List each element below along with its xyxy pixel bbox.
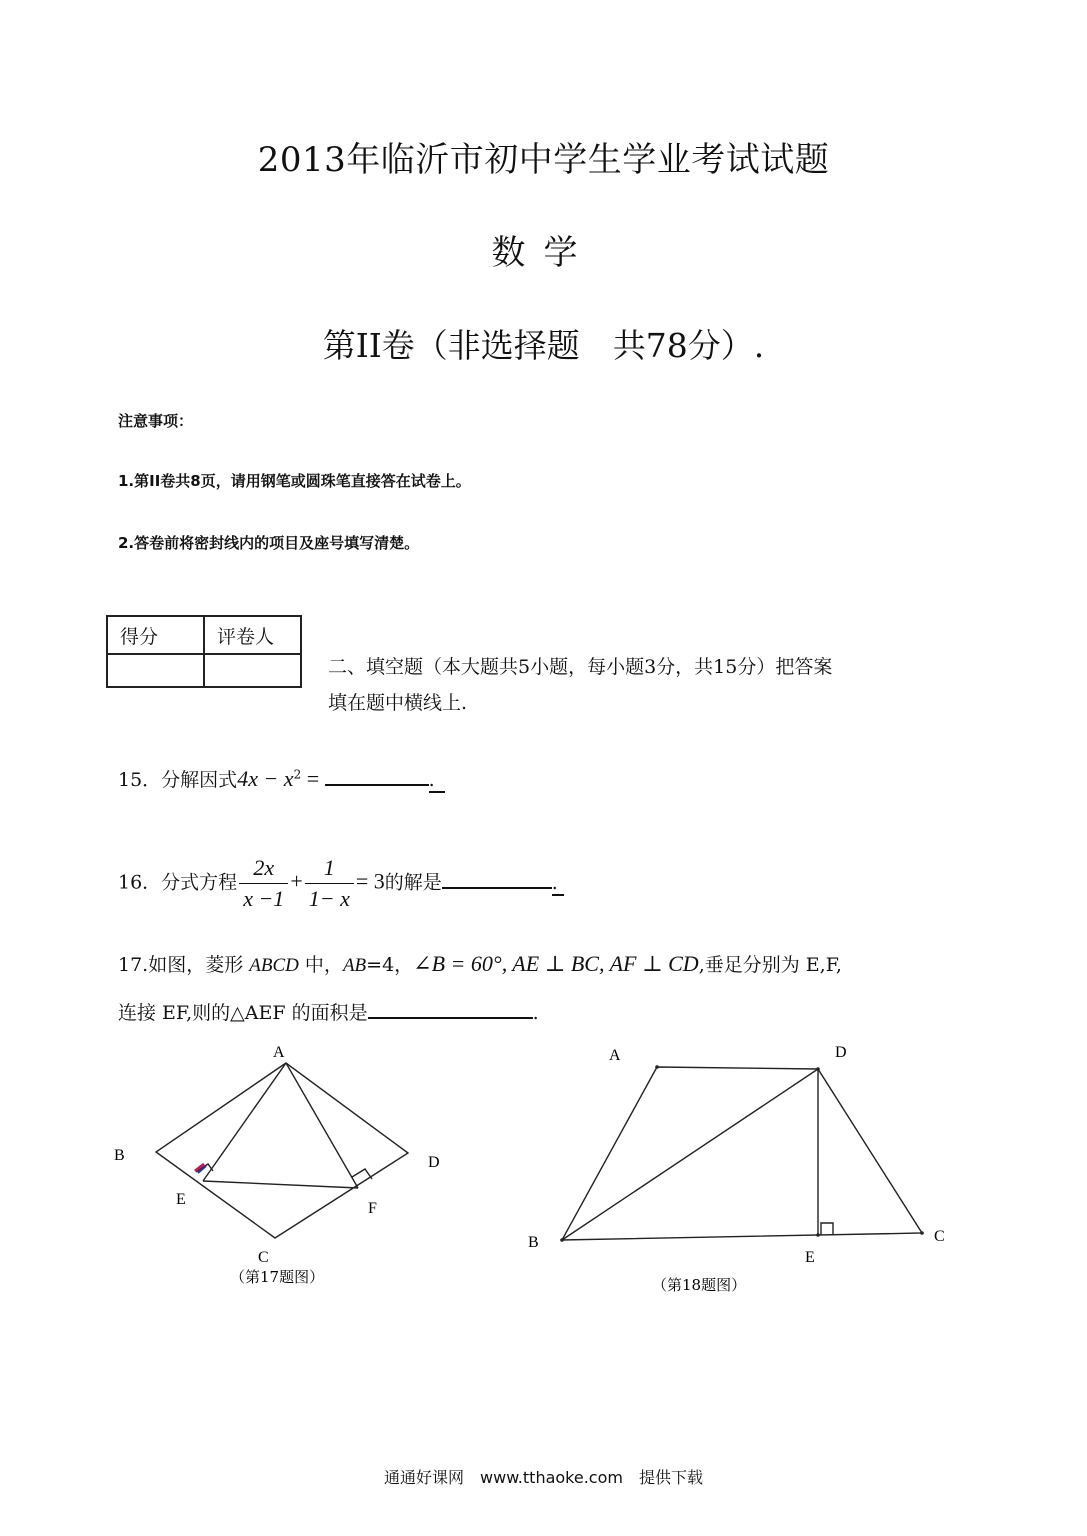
q16-rhs: = 3	[355, 868, 385, 894]
fig18-point-a	[655, 1065, 659, 1069]
fig18-label-b: B	[528, 1234, 539, 1251]
fig18-diagonal-bd	[562, 1069, 818, 1240]
subject-heading: 数学	[491, 233, 596, 273]
q17-feet: ,垂足分别为 E,F,	[698, 954, 842, 976]
q17-conditions: ∠B = 60°, AE ⊥ BC, AF ⊥ CD	[413, 951, 699, 976]
notice-item-1: 1.第II卷共8页，请用钢笔或圆珠笔直接答在试卷上。	[118, 472, 471, 490]
q17-intro: 17.如图，菱形	[118, 954, 244, 976]
volume-heading: 第II卷（非选择题 共78分）.	[322, 326, 765, 365]
notice-heading: 注意事项：	[118, 412, 194, 430]
fig17-label-f: F	[368, 1200, 377, 1217]
q15-expression: 4x − x	[237, 766, 294, 791]
q17-ask: 连接 EF,则的△AEF 的面积是	[118, 1002, 368, 1024]
fig17-label-c: C	[258, 1249, 269, 1266]
q16-den1: x −1	[243, 886, 285, 911]
fig18-label-e: E	[805, 1249, 815, 1266]
fig17-label-b: B	[114, 1147, 125, 1164]
fig17-label-a: A	[273, 1044, 285, 1061]
q16-suffix: 的解是	[384, 871, 442, 894]
q16-plus: +	[290, 868, 303, 894]
fig18-point-e	[816, 1233, 820, 1237]
fig18-caption: （第18题图）	[652, 1276, 747, 1294]
q17-rhombus-name: ABCD	[249, 955, 299, 976]
score-header: 得分	[107, 616, 204, 654]
fig18-label-a: A	[609, 1047, 621, 1064]
fig17-label-d: D	[428, 1154, 440, 1171]
q17-ab: AB	[342, 955, 367, 976]
q17-period: .	[532, 1002, 539, 1024]
fig18-trapezoid	[562, 1067, 922, 1240]
page-title: 2013年临沂市初中学生学业考试试题	[257, 140, 830, 180]
fig18-point-c	[920, 1231, 924, 1235]
q15-period: .	[429, 769, 445, 793]
q15-equals: =	[301, 766, 325, 791]
q16-prefix: 16．分式方程	[118, 871, 238, 894]
fig18-right-angle-e	[821, 1223, 833, 1235]
q15-exponent: 2	[293, 767, 302, 782]
q16-num2: 1	[305, 855, 354, 884]
q17-in: 中，	[304, 954, 343, 976]
q16-num1: 2x	[239, 855, 288, 884]
page-footer: 通通好课网 www.tthaoke.com 提供下载	[384, 1468, 703, 1487]
q15-prefix: 15．分解因式	[118, 769, 238, 791]
fig17-label-e: E	[176, 1191, 186, 1208]
section-instruction-line2: 填在题中横线上.	[328, 692, 468, 714]
fig18-point-b	[560, 1238, 564, 1242]
fig17-caption: （第17题图）	[230, 1268, 325, 1286]
fig18-label-c: C	[934, 1228, 945, 1245]
q16-den2: 1− x	[308, 886, 350, 911]
grader-header: 评卷人	[204, 616, 301, 654]
q17-ab-value: =4，	[366, 954, 414, 976]
section-instruction-line1: 二、填空题（本大题共5小题，每小题3分，共15分）把答案	[328, 656, 833, 678]
q16-period: .	[552, 872, 564, 896]
fig18-label-d: D	[835, 1044, 847, 1061]
notice-item-2: 2.答卷前将密封线内的项目及座号填写清楚。	[118, 534, 420, 552]
fig18-point-d	[816, 1067, 820, 1071]
